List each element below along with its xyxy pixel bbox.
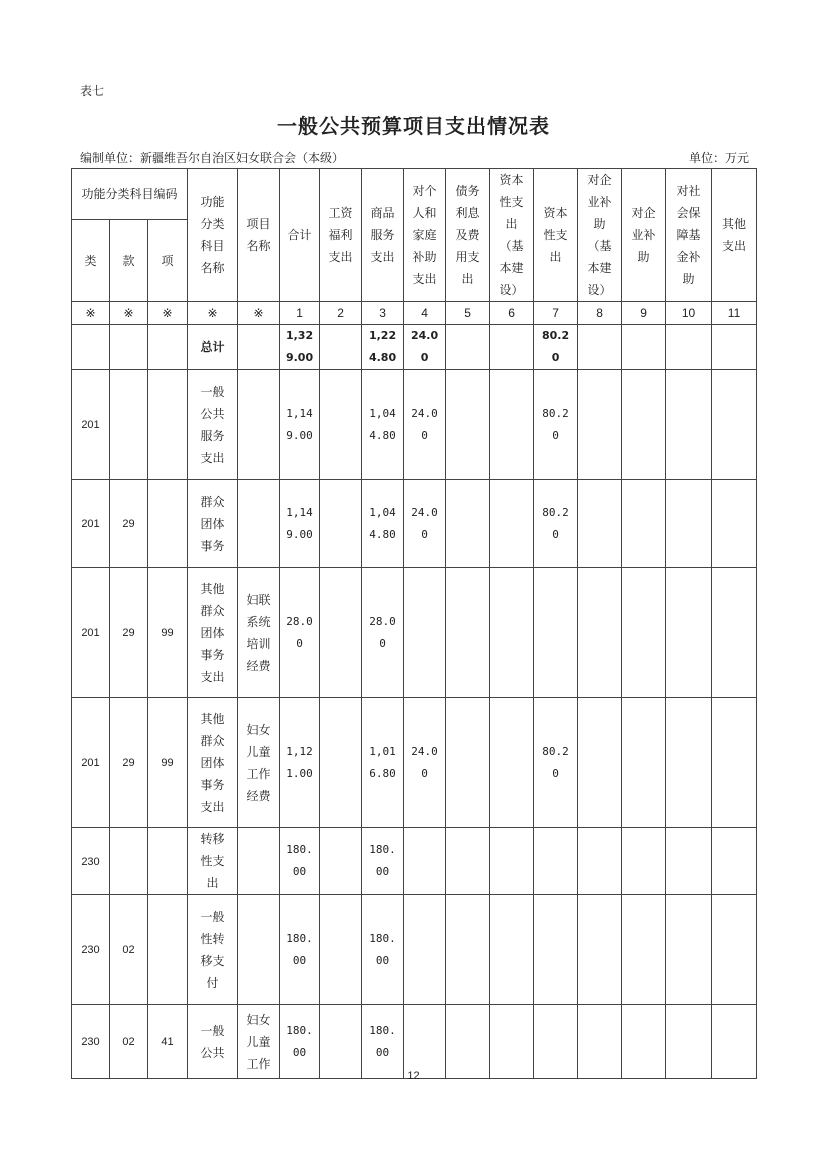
cell-c6 xyxy=(490,370,534,480)
cell-total xyxy=(280,325,320,370)
cell-lei-text: 230 xyxy=(81,855,100,868)
cell-c8 xyxy=(578,370,622,480)
cell-c9 xyxy=(622,828,666,895)
col5-header xyxy=(446,169,490,302)
cell-func-text: 其他群众团体事务支出 xyxy=(200,711,225,814)
cell-c6 xyxy=(490,895,534,1005)
col7-header xyxy=(534,169,578,302)
cell-kuan-text: 29 xyxy=(122,627,135,639)
cell-lei xyxy=(72,828,110,895)
index-cell: 2 xyxy=(320,302,362,325)
cell-func-text: 群众团体事务 xyxy=(200,494,225,553)
cell-c10 xyxy=(666,1005,712,1079)
cell-c7-text: 80.20 xyxy=(542,406,569,442)
cell-c3-text: 1,016.80 xyxy=(369,744,396,780)
index-cell: 10 xyxy=(666,302,712,325)
cell-c9 xyxy=(622,370,666,480)
cell-c5 xyxy=(446,698,490,828)
cell-c4-text: 24.00 xyxy=(411,744,438,780)
cell-kuan xyxy=(110,828,148,895)
cell-c6 xyxy=(490,325,534,370)
col4-header xyxy=(404,169,446,302)
cell-c11 xyxy=(712,698,757,828)
cell-c5 xyxy=(446,1005,490,1079)
cell-c7 xyxy=(534,1005,578,1079)
cell-xiang xyxy=(148,895,188,1005)
index-cell: ※ xyxy=(110,302,148,325)
table-row xyxy=(72,698,757,828)
cell-c10 xyxy=(666,828,712,895)
cell-c3 xyxy=(362,480,404,568)
cell-xiang-text: 99 xyxy=(161,627,174,639)
cell-lei xyxy=(72,568,110,698)
page-title: 一般公共预算项目支出情况表 xyxy=(277,114,550,138)
col6-header-text: 资本性支出（基本建设） xyxy=(499,173,524,297)
cell-xiang xyxy=(148,480,188,568)
index-cell: 7 xyxy=(534,302,578,325)
table-row xyxy=(72,370,757,480)
cell-c10 xyxy=(666,325,712,370)
cell-c2 xyxy=(320,698,362,828)
index-cell: 8 xyxy=(578,302,622,325)
cell-c10 xyxy=(666,698,712,828)
cell-c4-text: 24.00 xyxy=(411,505,438,541)
kuan-header: 款 xyxy=(110,220,148,302)
cell-kuan xyxy=(110,895,148,1005)
cell-c4-text: 24.00 xyxy=(411,406,438,442)
cell-total-text: 1,149.00 xyxy=(286,505,313,541)
data-rows xyxy=(72,325,757,1079)
cell-item xyxy=(238,370,280,480)
cell-func-text: 其他群众团体事务支出 xyxy=(200,581,225,684)
cell-item xyxy=(238,325,280,370)
cell-c5 xyxy=(446,568,490,698)
index-cell: 11 xyxy=(712,302,757,325)
cell-c7 xyxy=(534,480,578,568)
cell-xiang xyxy=(148,325,188,370)
cell-c2 xyxy=(320,828,362,895)
cell-total xyxy=(280,480,320,568)
cell-c9 xyxy=(622,325,666,370)
col10-header-text: 对社会保障基金补助 xyxy=(676,184,701,286)
cell-c2 xyxy=(320,370,362,480)
cell-total-text: 1,149.00 xyxy=(286,406,313,442)
cell-xiang xyxy=(148,370,188,480)
cell-func-text: 转移性支出 xyxy=(200,832,225,890)
table-row xyxy=(72,1005,757,1079)
func-name-header xyxy=(188,169,238,302)
code-group-header: 功能分类科目编码 xyxy=(72,169,188,220)
cell-total-text: 180.00 xyxy=(286,1023,313,1059)
cell-c4-text: 24.00 xyxy=(410,329,439,364)
item-name-header xyxy=(238,169,280,302)
cell-c3-text: 180.00 xyxy=(369,843,396,878)
cell-c4 xyxy=(404,480,446,568)
cell-func-text: 一般公共服务支出 xyxy=(200,384,225,465)
cell-total-text: 1,121.00 xyxy=(286,744,313,780)
cell-c11 xyxy=(712,325,757,370)
cell-c11 xyxy=(712,568,757,698)
cell-lei xyxy=(72,895,110,1005)
organization-label: 编制单位：新疆维吾尔自治区妇女联合会（本级） xyxy=(80,151,345,165)
currency-unit-label: 单位：万元 xyxy=(688,151,749,165)
cell-c8 xyxy=(578,480,622,568)
table-row xyxy=(72,568,757,698)
cell-c6 xyxy=(490,1005,534,1079)
xiang-header: 项 xyxy=(148,220,188,302)
cell-lei-text: 230 xyxy=(81,1036,100,1048)
cell-c3-text: 1,044.80 xyxy=(369,505,396,541)
cell-func-text: 总计 xyxy=(200,340,225,354)
index-cell: 1 xyxy=(280,302,320,325)
budget-table xyxy=(71,168,757,1079)
cell-item-text: 妇女儿童工作经费 xyxy=(246,722,271,803)
cell-total xyxy=(280,1005,320,1079)
index-cell: ※ xyxy=(238,302,280,325)
cell-c7-text: 80.20 xyxy=(541,329,570,364)
cell-c9 xyxy=(622,698,666,828)
table-row xyxy=(72,325,757,370)
cell-c5 xyxy=(446,480,490,568)
cell-c4 xyxy=(404,895,446,1005)
cell-c2 xyxy=(320,1005,362,1079)
cell-lei xyxy=(72,480,110,568)
cell-lei xyxy=(72,698,110,828)
lei-header: 类 xyxy=(72,220,110,302)
cell-total xyxy=(280,828,320,895)
col11-header-text: 其他支出 xyxy=(722,217,747,253)
cell-c2 xyxy=(320,480,362,568)
func-name-header-text: 功能分类科目名称 xyxy=(200,195,225,275)
cell-func xyxy=(188,828,238,895)
cell-c3 xyxy=(362,325,404,370)
cell-c3 xyxy=(362,698,404,828)
cell-lei-text: 230 xyxy=(81,944,100,956)
cell-total xyxy=(280,370,320,480)
cell-item-text: 妇联系统培训经费 xyxy=(246,592,271,673)
col8-header xyxy=(578,169,622,302)
cell-c9 xyxy=(622,568,666,698)
cell-item-text: 妇女儿童工作 xyxy=(246,1012,271,1071)
cell-c8 xyxy=(578,698,622,828)
cell-func xyxy=(188,1005,238,1079)
cell-func-text: 一般性转移支付 xyxy=(200,909,225,990)
cell-lei-text: 201 xyxy=(81,757,100,769)
cell-total-text: 180.00 xyxy=(286,931,313,967)
table-row xyxy=(72,480,757,568)
cell-c3-text: 28.00 xyxy=(369,614,396,650)
cell-c5 xyxy=(446,325,490,370)
cell-c7 xyxy=(534,828,578,895)
cell-total-text: 28.00 xyxy=(286,614,313,650)
cell-xiang xyxy=(148,828,188,895)
cell-c6 xyxy=(490,480,534,568)
col9-header xyxy=(622,169,666,302)
col6-header xyxy=(490,169,534,302)
header-row-1 xyxy=(72,169,757,220)
cell-xiang xyxy=(148,568,188,698)
cell-kuan xyxy=(110,1005,148,1079)
cell-c3-text: 1,044.80 xyxy=(369,406,396,442)
cell-total-text: 180.00 xyxy=(286,843,313,878)
cell-c11 xyxy=(712,828,757,895)
cell-c11 xyxy=(712,895,757,1005)
col5-header-text: 债务利息及费用支出 xyxy=(455,184,480,286)
cell-xiang xyxy=(148,698,188,828)
cell-lei xyxy=(72,325,110,370)
cell-c10 xyxy=(666,568,712,698)
col2-header-text: 工资福利支出 xyxy=(328,206,353,264)
cell-c7 xyxy=(534,698,578,828)
cell-c5 xyxy=(446,895,490,1005)
column-index-row xyxy=(72,302,757,325)
cell-c8 xyxy=(578,828,622,895)
col3-header-text: 商品服务支出 xyxy=(370,206,395,264)
cell-c2 xyxy=(320,325,362,370)
cell-item xyxy=(238,1005,280,1079)
col3-header xyxy=(362,169,404,302)
col2-header xyxy=(320,169,362,302)
cell-c7 xyxy=(534,568,578,698)
cell-func xyxy=(188,480,238,568)
cell-item xyxy=(238,698,280,828)
cell-kuan xyxy=(110,370,148,480)
cell-c9 xyxy=(622,1005,666,1079)
index-cell: ※ xyxy=(188,302,238,325)
cell-item xyxy=(238,480,280,568)
cell-c7 xyxy=(534,370,578,480)
cell-kuan-text: 29 xyxy=(122,518,135,530)
table-row xyxy=(72,895,757,1005)
cell-c10 xyxy=(666,895,712,1005)
index-cell: 6 xyxy=(490,302,534,325)
page-number: 12 xyxy=(407,1070,420,1082)
col10-header xyxy=(666,169,712,302)
cell-c2 xyxy=(320,568,362,698)
cell-c8 xyxy=(578,1005,622,1079)
cell-c4 xyxy=(404,325,446,370)
cell-c6 xyxy=(490,828,534,895)
cell-total xyxy=(280,568,320,698)
cell-c3 xyxy=(362,568,404,698)
index-cell: ※ xyxy=(148,302,188,325)
cell-c3-text: 180.00 xyxy=(369,931,396,967)
cell-total xyxy=(280,698,320,828)
index-cell: ※ xyxy=(72,302,110,325)
cell-kuan xyxy=(110,325,148,370)
index-cell: 9 xyxy=(622,302,666,325)
cell-c11 xyxy=(712,480,757,568)
cell-c7 xyxy=(534,325,578,370)
cell-c8 xyxy=(578,895,622,1005)
cell-func-text: 一般公共 xyxy=(200,1023,225,1060)
cell-c7-text: 80.20 xyxy=(542,744,569,780)
cell-lei-text: 201 xyxy=(81,419,100,431)
cell-c4 xyxy=(404,1005,446,1079)
cell-xiang xyxy=(148,1005,188,1079)
cell-c11 xyxy=(712,1005,757,1079)
cell-kuan-text: 02 xyxy=(122,1036,135,1048)
cell-c7 xyxy=(534,895,578,1005)
cell-c2 xyxy=(320,895,362,1005)
cell-kuan xyxy=(110,698,148,828)
cell-c11 xyxy=(712,370,757,480)
cell-total xyxy=(280,895,320,1005)
col7-header-text: 资本性支出 xyxy=(543,206,568,264)
cell-c3 xyxy=(362,1005,404,1079)
cell-xiang-text: 99 xyxy=(161,757,174,769)
cell-c9 xyxy=(622,895,666,1005)
cell-c9 xyxy=(622,480,666,568)
cell-total-text: 1,329.00 xyxy=(285,329,314,364)
cell-c8 xyxy=(578,325,622,370)
cell-func xyxy=(188,370,238,480)
index-cell: 4 xyxy=(404,302,446,325)
cell-c4 xyxy=(404,568,446,698)
cell-func xyxy=(188,325,238,370)
cell-c10 xyxy=(666,480,712,568)
cell-c4 xyxy=(404,370,446,480)
cell-c3-text: 180.00 xyxy=(369,1023,396,1059)
cell-c3 xyxy=(362,828,404,895)
table-row xyxy=(72,828,757,895)
cell-func xyxy=(188,568,238,698)
cell-item xyxy=(238,828,280,895)
cell-item xyxy=(238,895,280,1005)
total-header: 合计 xyxy=(280,169,320,302)
cell-c4 xyxy=(404,698,446,828)
cell-lei xyxy=(72,370,110,480)
cell-c6 xyxy=(490,568,534,698)
cell-func xyxy=(188,698,238,828)
cell-lei xyxy=(72,1005,110,1079)
cell-func xyxy=(188,895,238,1005)
col8-header-text: 对企业补助（基本建设） xyxy=(587,173,612,297)
cell-xiang-text: 41 xyxy=(161,1036,174,1048)
index-cell: 3 xyxy=(362,302,404,325)
cell-c7-text: 80.20 xyxy=(542,505,569,541)
col11-header xyxy=(712,169,757,302)
cell-lei-text: 201 xyxy=(81,627,100,639)
cell-item xyxy=(238,568,280,698)
cell-c3 xyxy=(362,895,404,1005)
item-name-header-text: 项目名称 xyxy=(246,217,271,253)
cell-kuan xyxy=(110,568,148,698)
cell-c8 xyxy=(578,568,622,698)
index-cell: 5 xyxy=(446,302,490,325)
cell-c4 xyxy=(404,828,446,895)
cell-c3-text: 1,224.80 xyxy=(368,329,397,364)
table-number-label: 表七 xyxy=(80,84,105,98)
cell-kuan-text: 29 xyxy=(122,757,135,769)
cell-lei-text: 201 xyxy=(81,518,100,530)
col9-header-text: 对企业补助 xyxy=(631,206,656,264)
cell-c3 xyxy=(362,370,404,480)
cell-kuan-text: 02 xyxy=(122,944,135,956)
cell-c5 xyxy=(446,828,490,895)
col4-header-text: 对个人和家庭补助支出 xyxy=(412,184,437,286)
cell-c5 xyxy=(446,370,490,480)
cell-c6 xyxy=(490,698,534,828)
cell-kuan xyxy=(110,480,148,568)
cell-c10 xyxy=(666,370,712,480)
